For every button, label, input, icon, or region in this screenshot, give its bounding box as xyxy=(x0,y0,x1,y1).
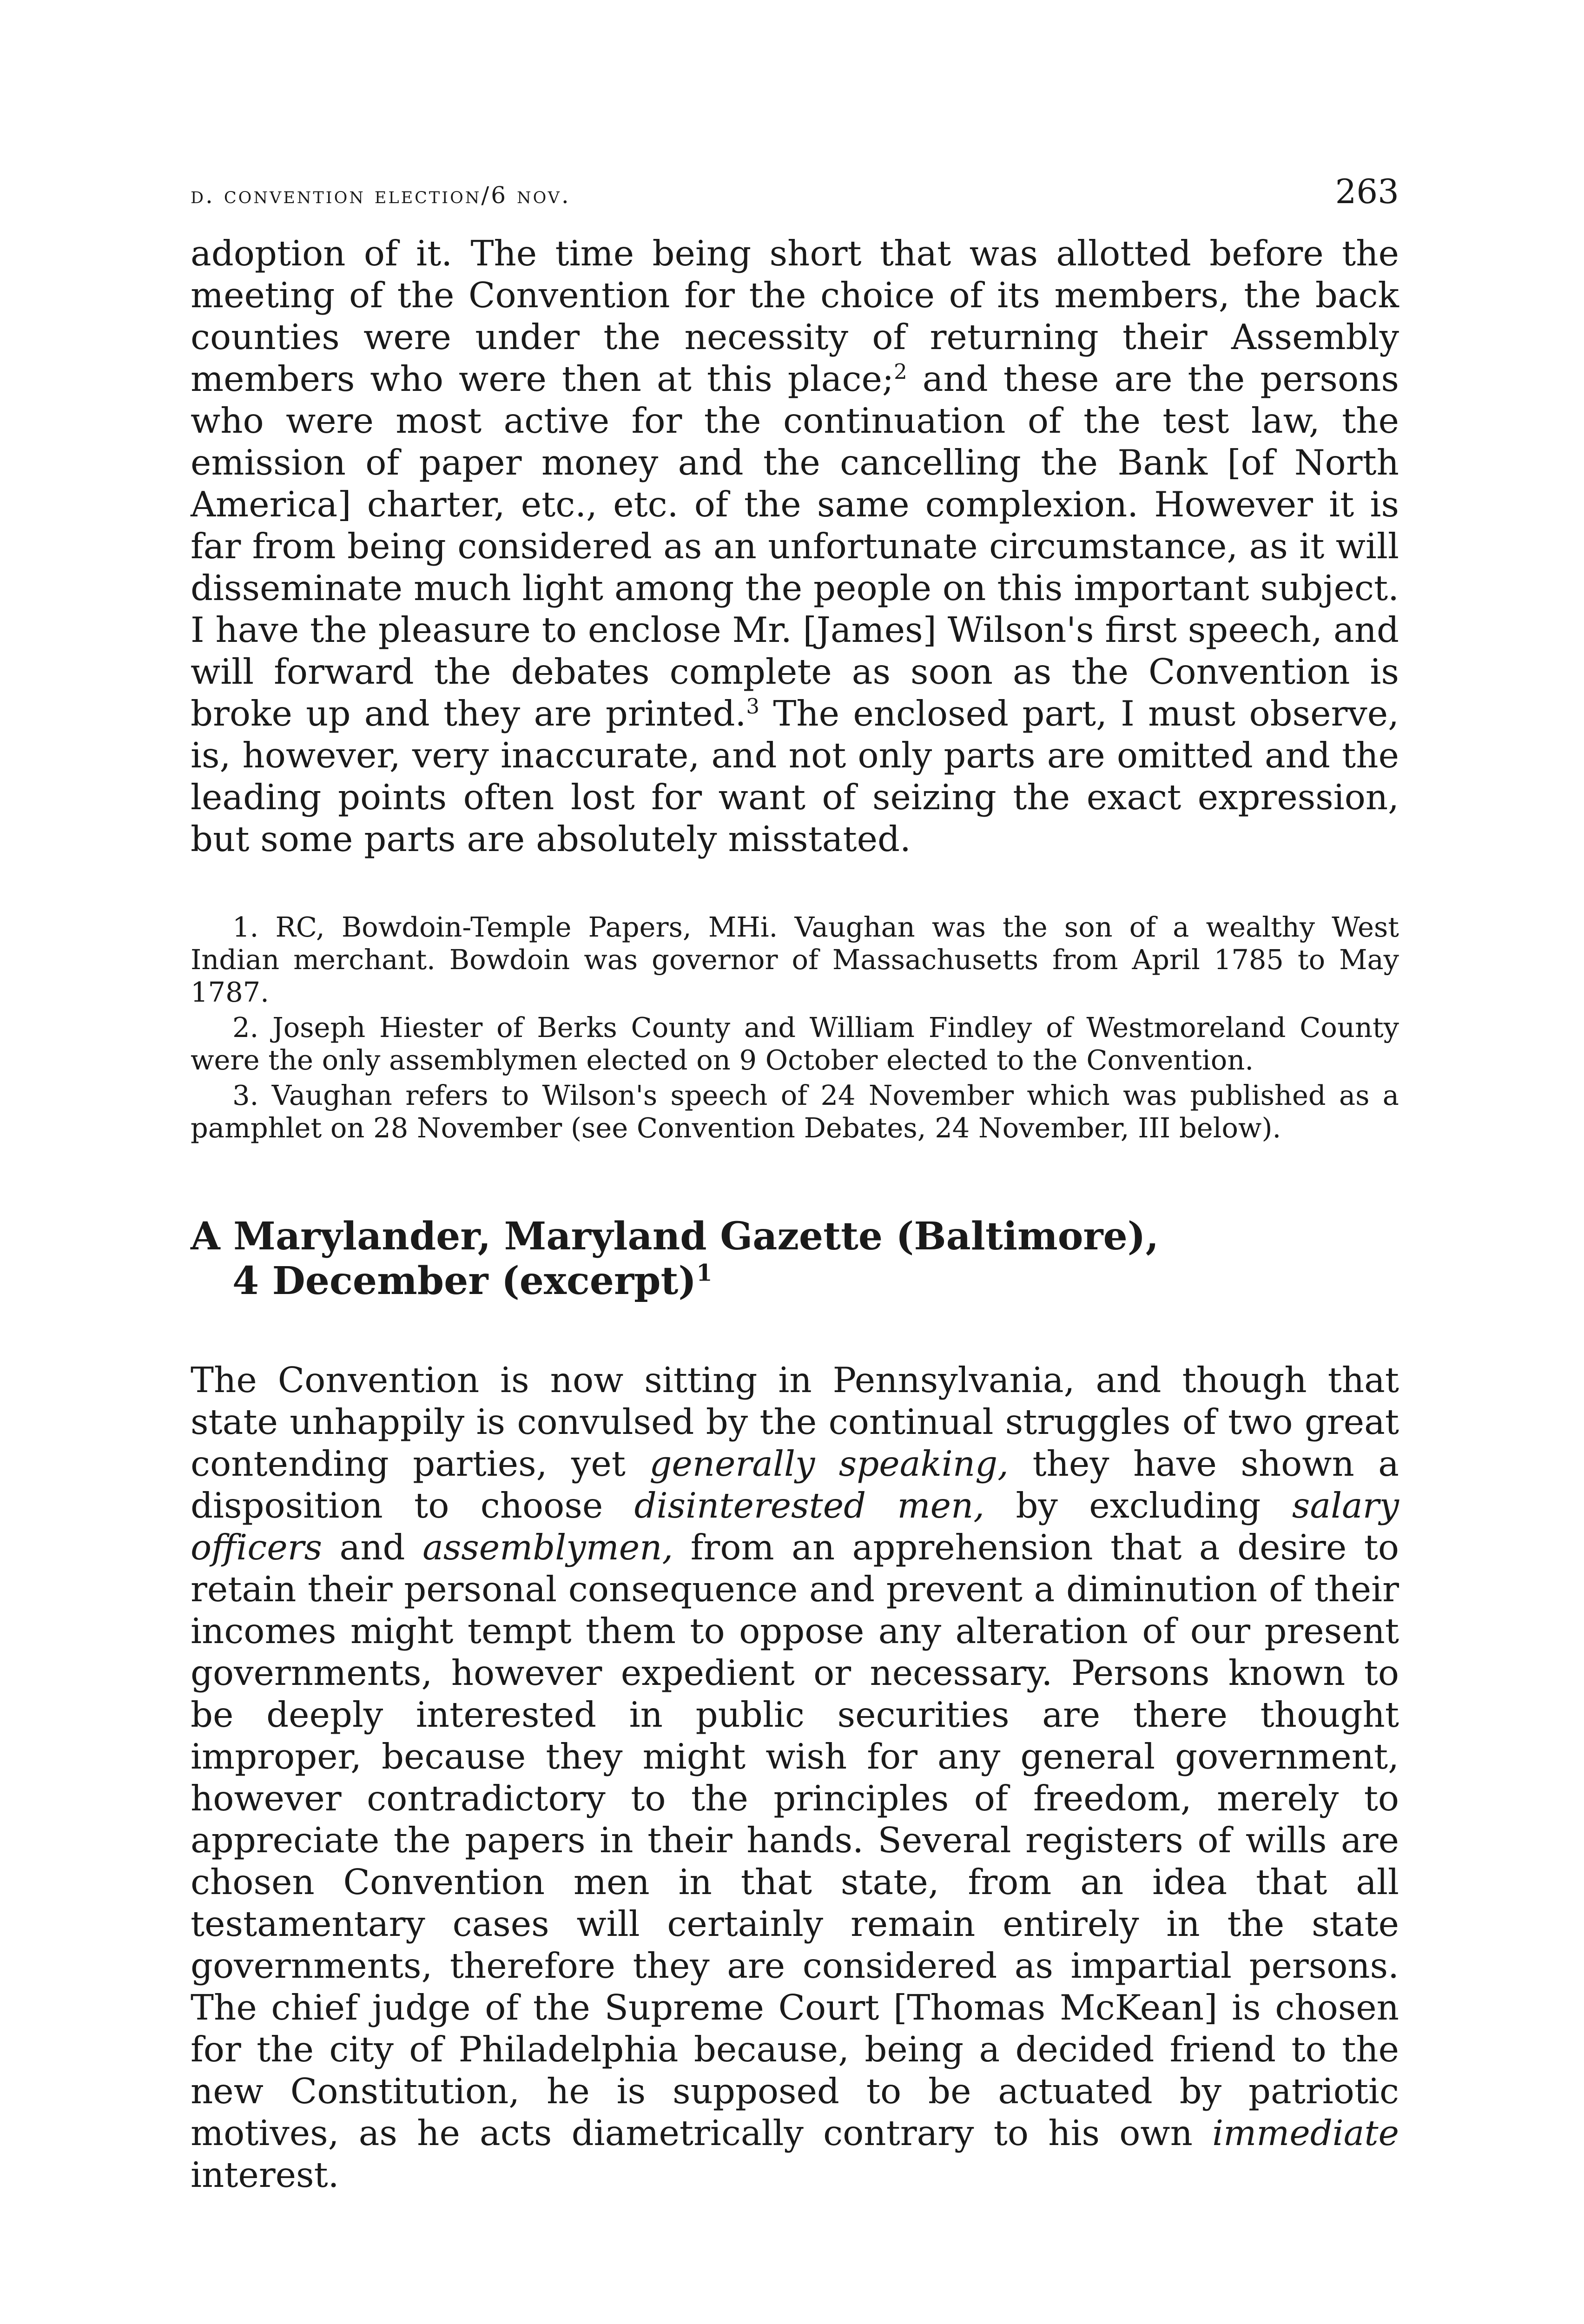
paragraph-2-text-2: they have shown a disposition to choose xyxy=(191,1443,1399,1526)
paragraph-2-text-6: interest. xyxy=(191,2154,339,2195)
paragraph-2-text-1: The Convention is now sitting in Pennsylvania, and though that state unhappily is convulsed by the continual struggles of two great contending parties, yet xyxy=(191,1360,1399,1484)
paragraph-2-italic-4: assemblymen, xyxy=(422,1527,673,1568)
paragraph-2-text-3: by excluding xyxy=(984,1485,1292,1526)
section-heading-line-1: A Marylander, Maryland Gazette (Baltimore), xyxy=(191,1214,1159,1259)
paragraph-1-text-a: adoption of it. The time being short that was allotted before the meeting of the Convention for the choice of its members, the back counties were under the necessity of returning their Assembly members who were then at this place; xyxy=(191,233,1399,399)
book-page xyxy=(191,172,1399,2196)
footnote-ref-2: 2 xyxy=(894,359,907,384)
body-paragraph-2 xyxy=(191,1359,1399,2196)
paragraph-2-italic-5: immediate xyxy=(1212,2113,1399,2153)
running-head-title: d. convention election/6 nov. xyxy=(191,182,571,209)
paragraph-2-text-4: and xyxy=(322,1527,423,1568)
paragraph-2-italic-3: salary officers xyxy=(191,1485,1399,1568)
paragraph-1-text-c: The enclosed part, I must observe, is, however, very inaccurate, and not only parts are omitted and the leading points often lost for want of seizing the exact expression, but some parts are absolutely misstated. xyxy=(191,693,1399,859)
body-paragraph-1 xyxy=(191,232,1399,860)
running-head xyxy=(191,172,1399,228)
footnote-1: 1. RC, Bowdoin-Temple Papers, MHi. Vaughan was the son of a wealthy West Indian merchant. Bowdoin was governor of Massachusetts from April 1785 to May 1787. xyxy=(191,911,1399,1008)
paragraph-2-italic-2: disinterested men, xyxy=(634,1485,985,1526)
footnote-3: 3. Vaughan refers to Wilson's speech of 24 November which was published as a pamphlet on 28 November (see Convention Debates, 24 November, III below). xyxy=(191,1079,1399,1144)
paragraph-2-italic-1: generally speaking, xyxy=(649,1443,1009,1484)
page-number: 263 xyxy=(1335,172,1399,211)
section-heading-line-2: 4 December (excerpt) xyxy=(232,1259,697,1303)
section-heading-line-2-wrap xyxy=(191,1259,1399,1303)
paragraph-2-text-5: from an apprehension that a desire to retain their personal consequence and prevent a diminution of their incomes might tempt them to oppose any alteration of our present governments, however expedient or necessary. Persons known to be deeply interested in public securities are there thought improper, because they might wish for any general government, however contradictory to the principles of freedom, merely to appreciate the papers in their hands. Several registers of wills are chosen Convention men in that state, from an idea that all testamentary cases will certainly remain entirely in the state governments, therefore they are considered as impartial persons. The chief judge of the Supreme Court [Thomas McKean] is chosen for the city of Philadelphia because, being a decided friend to the new Constitution, he is supposed to be actuated by patriotic motives, as he acts diametrically contrary to his own xyxy=(191,1527,1399,2153)
footnote-2: 2. Joseph Hiester of Berks County and William Findley of Westmoreland County were the only assemblymen elected on 9 October elected to the Convention. xyxy=(191,1011,1399,1076)
section-footnote-ref: 1 xyxy=(696,1259,713,1287)
paragraph-1-text-b: and these are the persons who were most active for the continuation of the test law, the emission of paper money and the cancelling the Bank [of North America] charter, etc., etc. of the same complexion. However it is far from being considered as an unfortunate circumstance, as it will disseminate much light among the people on this important subject. I have the pleasure to enclose Mr. [James] Wilson's first speech, and will forward the debates complete as soon as the Convention is broke up and they are printed. xyxy=(191,358,1399,734)
footnote-ref-3: 3 xyxy=(746,694,760,719)
footnotes xyxy=(191,911,1399,1144)
section-heading xyxy=(191,1214,1399,1303)
